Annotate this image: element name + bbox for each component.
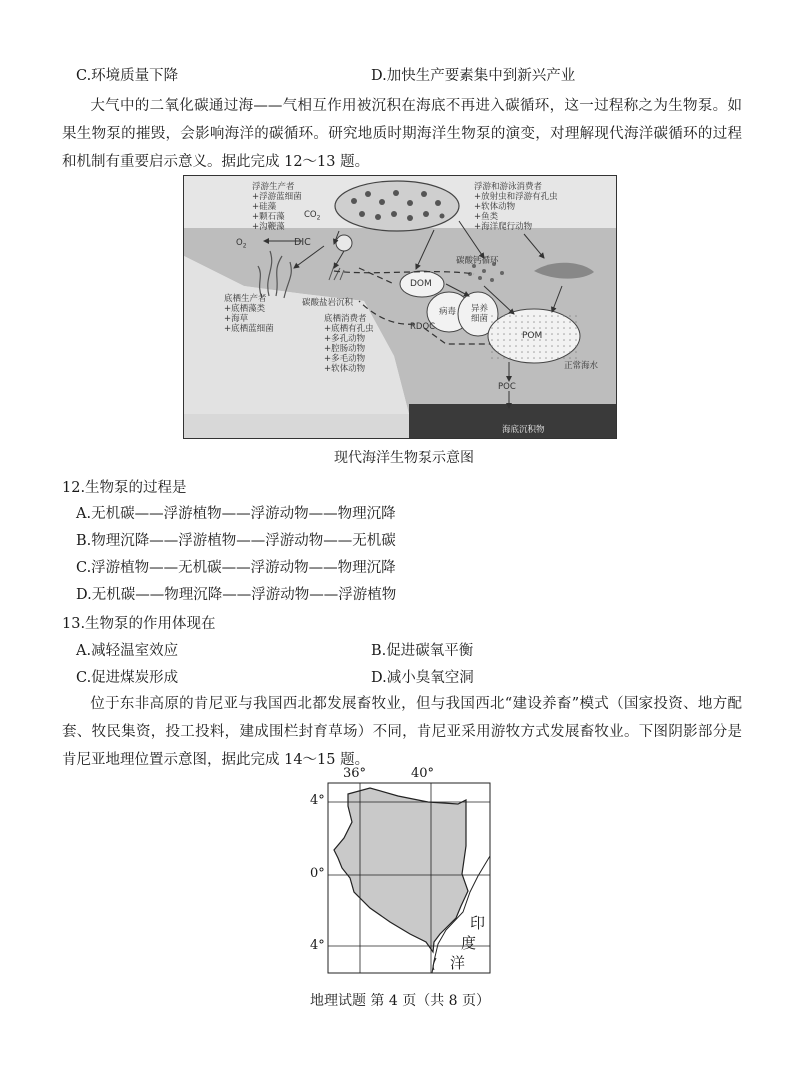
label-virus: 病毒	[439, 307, 457, 317]
label-carbonate-cycle: 碳酸钙循环	[456, 256, 499, 266]
label-benthic-producers: 底栖生产者 +底栖藻类 +海草 +底栖蓝细菌	[224, 294, 274, 334]
label-o2-text: O	[236, 238, 243, 248]
q13-option-b: B.促进碳氧平衡	[371, 643, 474, 659]
lat-4s-label: 4°	[310, 938, 325, 953]
q13-stem: 13.生物泵的作用体现在	[62, 616, 216, 632]
label-seafloor-sediment: 海底沉积物	[502, 425, 545, 435]
label-co2-subscript: 2	[316, 214, 321, 222]
q11-option-d: D.加快生产要素集中到新兴产业	[371, 68, 576, 84]
ocean-label-2: 度	[461, 934, 477, 952]
q13-option-c: C.促进煤炭形成	[76, 670, 179, 686]
lon-40-label: 40°	[411, 766, 435, 781]
ocean-label-1: 印	[470, 914, 486, 932]
passage-biological-pump-text: 大气中的二氧化碳通过海——气相互作用被沉积在海底不再进入碳循环，这一过程称之为生物泵。如果生物泵的摧毁，会影响海洋的碳循环。研究地质时期海洋生物泵的演变，对理解现代海洋碳循环的过程和机制有重要启示意义。据此完成 12～13 题。	[62, 98, 742, 170]
label-o2	[236, 238, 247, 252]
plankton-ellipse	[335, 181, 459, 231]
kenya-map-graphic	[298, 766, 528, 991]
q12-option-a: A.无机碳——浮游植物——浮游动物——物理沉降	[76, 506, 396, 522]
passage-biological-pump	[62, 92, 742, 176]
label-benthic-consumers: 底栖消费者 +底栖有孔虫 +多孔动物 +腔肠动物 +多毛动物 +软体动物	[324, 314, 374, 374]
q11-option-c: C.环境质量下降	[76, 68, 179, 84]
small-circle	[336, 235, 352, 251]
lat-4n-label: 4°	[310, 793, 325, 808]
q12-option-c: C.浮游植物——无机碳——浮游动物——物理沉降	[76, 560, 396, 576]
q12-option-d: D.无机碳——物理沉降——浮游动物——浮游植物	[76, 587, 397, 603]
passage-kenya	[62, 690, 742, 774]
q12-stem: 12.生物泵的过程是	[62, 480, 187, 496]
label-dic: DIC	[294, 237, 311, 248]
label-hetero-bacteria: 异养 细菌	[471, 304, 489, 324]
label-rdoc: RDOC	[410, 322, 436, 332]
biological-pump-diagram	[183, 175, 617, 439]
label-plankton-consumers: 浮游和游泳消费者 +放射虫和浮游有孔虫 +软体动物 +鱼类 +海洋爬行动物	[474, 182, 558, 232]
ocean-label-3: 洋	[450, 954, 466, 972]
q12-option-b: B.物理沉降——浮游植物——浮游动物——无机碳	[76, 533, 396, 549]
figure1-caption: 现代海洋生物泵示意图	[334, 450, 474, 466]
label-plankton-producers: 浮游生产者 +浮游蓝细菌 +硅藻 +颗石藻 +沟鞭藻	[252, 182, 302, 232]
passage-kenya-text: 位于东非高原的肯尼亚与我国西北都发展畜牧业，但与我国西北“建设养畜”模式（国家投资、地方配套、牧民集资，投工投料，建成围栏封育草场）不同，肯尼亚采用游牧方式发展畜牧业。下图阴影部分是肯尼亚地理位置示意图，据此完成 14～15 题。	[62, 696, 742, 768]
label-carbonate-sediment: 碳酸盐岩沉积	[302, 298, 354, 308]
q13-option-d: D.减小臭氧空洞	[371, 670, 474, 686]
page-footer: 地理试题 第 4 页（共 8 页）	[309, 993, 491, 1009]
label-normal-seawater: 正常海水	[564, 361, 599, 371]
q13-option-a: A.减轻温室效应	[76, 643, 179, 659]
label-co2-text: CO	[304, 210, 317, 220]
label-dom: DOM	[410, 279, 432, 289]
label-co2	[304, 210, 320, 224]
label-poc: POC	[498, 382, 516, 392]
lat-0-label: 0°	[310, 866, 325, 881]
lon-36-label: 36°	[343, 766, 367, 781]
label-o2-subscript: 2	[242, 242, 247, 250]
label-pom: POM	[522, 331, 543, 341]
kenya-location-map	[298, 766, 528, 991]
